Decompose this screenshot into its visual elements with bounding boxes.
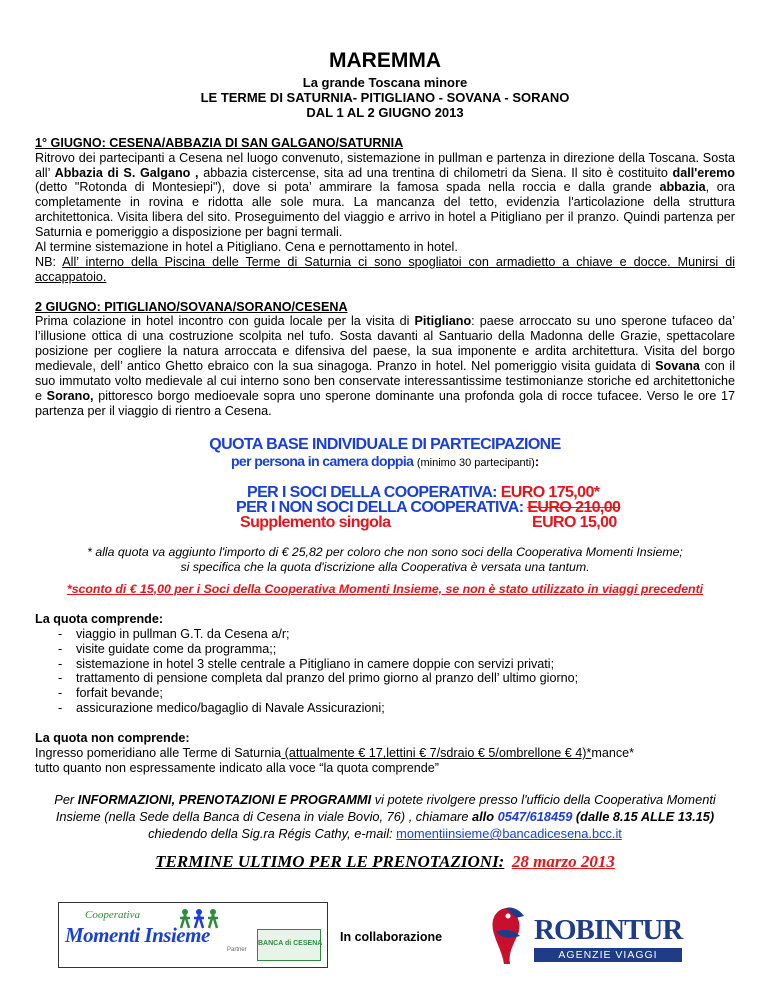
excludes-section xyxy=(35,731,735,776)
day1-text: Ritrovo dei partecipanti a Cesena nel luogo convenuto, sistemazione in pullman e partenza in direzione della Toscana. Sosta all’ Abbazia di S. Galgano , abbazia cistercense, sita ad una trentina di chilometri da Siena. Il sito è costituito dall'eremo (detto "Rotonda di Montesiepi"), dove si pota’ ammirare la famosa spada nella roccia e dalla grande abbazia, ora completamente in rovina e ridotta alle sole mura. La mancanza del tetto, evidenzia l'articolazione della struttura architettonica. Visita libera del sito. Proseguimento del viaggio e arrivo in hotel a Pitigliano per il pranzo. Quindi partenza per Saturnia e pomeriggio a disposizione per bagni termali. xyxy=(35,150,735,240)
day1-evening: Al termine sistemazione in hotel a Pitigliano. Cena e pernottamento in hotel. xyxy=(35,240,458,255)
day1-heading: 1° GIUGNO: CESENA/ABBAZIA DI SAN GALGANO/SATURNIA xyxy=(35,136,404,150)
pricing-section xyxy=(35,436,735,597)
bank-logo: BANCA di CESENA xyxy=(257,929,321,961)
email-link[interactable]: momentiinsieme@bancadicesena.bcc.it xyxy=(396,826,622,842)
price-soci: PER I SOCI DELLA COOPERATIVA: EURO 175,00* xyxy=(247,483,600,501)
subtitle: La grande Toscana minore xyxy=(302,75,468,90)
includes-section xyxy=(35,612,735,716)
discount-note: *sconto di € 15,00 per i Soci della Cooperativa Momenti Insieme, se non è stato utilizzato in viaggi precedenti xyxy=(66,581,704,596)
day2-section xyxy=(35,300,735,419)
includes-list xyxy=(35,627,735,716)
robintur-logo xyxy=(486,900,686,974)
deadline xyxy=(35,852,735,873)
coop-name: Momenti Insieme xyxy=(65,923,210,947)
excludes-line-1: Ingresso pomeridiano alle Terme di Saturnia (attualmente € 17,lettini € 7/sdraio € 5/ombrellone € 4)*mance* xyxy=(35,746,635,761)
people-icon xyxy=(179,908,221,930)
day2-text: Prima colazione in hotel incontro con guida locale per la visita di Pitigliano: paese arroccato su uno sperone tufaceo da’ l’illusione ottica di una costruzione scolpita nel tufo. Sosta davanti al Santuario della Madonna delle Grazie, spettacolare posizione per cogliere la natura arroccata e difensiva del paese, la sua imponente e ardita architettura. Visita del borgo medievale, dell’ antico Ghetto ebraico con la sua sinagoga. Pranzo in hotel. Nel pomeriggio visita guidata di Sovana con il suo immutato volto medievale al cui interno sono ben conservate interessantissime testimonianze storiche ed architettoniche e Sorano, pittoresco borgo medioevale sopra uno sperone dominante una profonda gola di rocce tufacee. Verso le ore 17 partenza per il viaggio di rientro a Cesena. xyxy=(35,314,735,418)
partner-label: Partner xyxy=(227,947,247,953)
price-lines xyxy=(35,485,735,535)
list-item: - forfait bevande; xyxy=(59,686,735,701)
excludes-line-2: tutto quanto non espressamente indicato alla voce “la quota comprende” xyxy=(35,761,439,776)
excludes-heading: La quota non comprende: xyxy=(35,731,190,746)
includes-heading: La quota comprende: xyxy=(35,611,164,626)
deadline-label: TERMINE ULTIMO PER LE PRENOTAZIONI: xyxy=(155,852,505,872)
deadline-date: 28 marzo 2013 xyxy=(511,852,615,872)
list-item: - viaggio in pullman G.T. da Cesena a/r; xyxy=(59,627,735,642)
robintur-name: ROBINTUR xyxy=(534,914,683,946)
coop-logo xyxy=(58,902,328,968)
price-singola: Supplemento singola xyxy=(240,513,391,531)
list-item: - sistemazione in hotel 3 stelle centrale a Pitigliano in camere doppie con servizi privati; xyxy=(59,657,735,672)
pricing-subheading: per persona in camera doppia (minimo 30 partecipanti): xyxy=(230,452,540,469)
pricing-heading: QUOTA BASE INDIVIDUALE DI PARTECIPAZIONE xyxy=(209,435,561,453)
day1-note: NB: All’ interno della Piscina delle Terme di Saturnia ci sono spogliatoi con armadietto a chiave e docce. Munirsi di accappatoio. xyxy=(35,254,735,284)
pricing-note-2: si specifica che la quota d'iscrizione alla Cooperativa è versata una tantum. xyxy=(180,559,590,574)
list-item: - assicurazione medico/bagaglio di Navale Assicurazioni; xyxy=(59,701,735,716)
collaboration-label: In collaborazione xyxy=(340,930,443,944)
robintur-tagline: AGENZIE VIAGGI xyxy=(534,948,682,962)
date-range: DAL 1 AL 2 GIUGNO 2013 xyxy=(306,105,464,120)
coop-label: Cooperativa xyxy=(85,909,140,921)
day2-heading: 2 GIUGNO: PITIGLIANO/SOVANA/SORANO/CESENA xyxy=(35,299,348,314)
price-singola-value: EURO 15,00 xyxy=(532,513,617,531)
document-page xyxy=(35,0,735,873)
contact-info: Per INFORMAZIONI, PRENOTAZIONI E PROGRAMMI vi potete rivolgere presso l'ufficio della Cooperativa Momenti Insieme (nella Sede della Banca di Cesena in viale Bovio, 76) , chiamare allo 0547/618459 (dalle 8.15 ALLE 13.15) chiedendo della Sig.ra Régis Cathy, e-mail: momentiinsieme@bancadicesena.bcc.it xyxy=(54,792,716,842)
bird-icon xyxy=(486,904,530,970)
footer xyxy=(0,898,768,978)
list-item: - visite guidate come da programma;; xyxy=(59,642,735,657)
page-title: MAREMMA xyxy=(329,49,441,72)
list-item: - trattamento di pensione completa dal pranzo del primo giorno al pranzo dell’ ultimo giorno; xyxy=(59,671,735,686)
price-nonsoci: PER I NON SOCI DELLA COOPERATIVA: EURO 210,00 xyxy=(236,498,621,516)
route-title: LE TERME DI SATURNIA- PITIGLIANO - SOVANA - SORANO xyxy=(200,90,570,105)
day1-section xyxy=(35,136,735,285)
pricing-note-1: * alla quota va aggiunto l'importo di € 25,82 per coloro che non sono soci della Cooperativa Momenti Insieme; xyxy=(87,544,683,559)
